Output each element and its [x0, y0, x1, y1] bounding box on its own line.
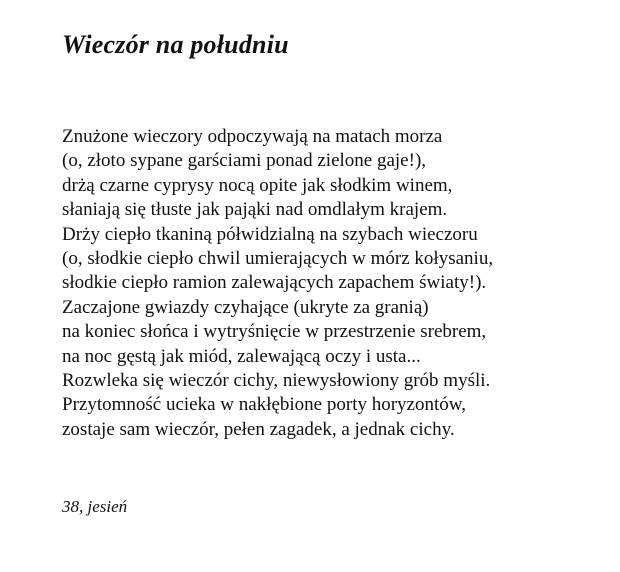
- poem-line: (o, słodkie ciepło chwil umierających w mórz kołysaniu,: [62, 248, 494, 270]
- poem-line: Zaczajone gwiazdy czyhające (ukryte za granią): [62, 296, 429, 318]
- poem-line: na noc gęstą jak miód, zalewającą oczy i usta...: [62, 345, 421, 367]
- poem-line: Przytomność ucieka w nakłębione porty horyzontów,: [62, 394, 467, 416]
- poem-footer-date: 38, jesień: [62, 497, 128, 516]
- poem-title: Wieczór na południu: [62, 30, 289, 59]
- poem-line: na koniec słońca i wytryśnięcie w przestrzenie srebrem,: [62, 321, 487, 343]
- poem-line: drżą czarne cyprysy nocą opite jak słodkim winem,: [62, 174, 453, 196]
- poem-line: słodkie ciepło ramion zalewających zapachem światy!).: [62, 272, 487, 294]
- poem-line: Znużone wieczory odpoczywają na matach morza: [62, 126, 443, 147]
- poem-line: (o, złoto sypane garściami ponad zielone gaje!),: [62, 150, 427, 172]
- poem-body: [62, 125, 493, 442]
- poem-line: zostaje sam wieczór, pełen zagadek, a jednak cichy.: [62, 418, 455, 440]
- poem-line: Drży ciepło tkaniną półwidzialną na szybach wieczoru: [62, 223, 478, 245]
- poem-line: Rozwleka się wieczór cichy, niewysłowiony grób myśli.: [62, 370, 491, 392]
- poem-line: słaniają się tłuste jak pająki nad omdlałym krajem.: [62, 199, 448, 221]
